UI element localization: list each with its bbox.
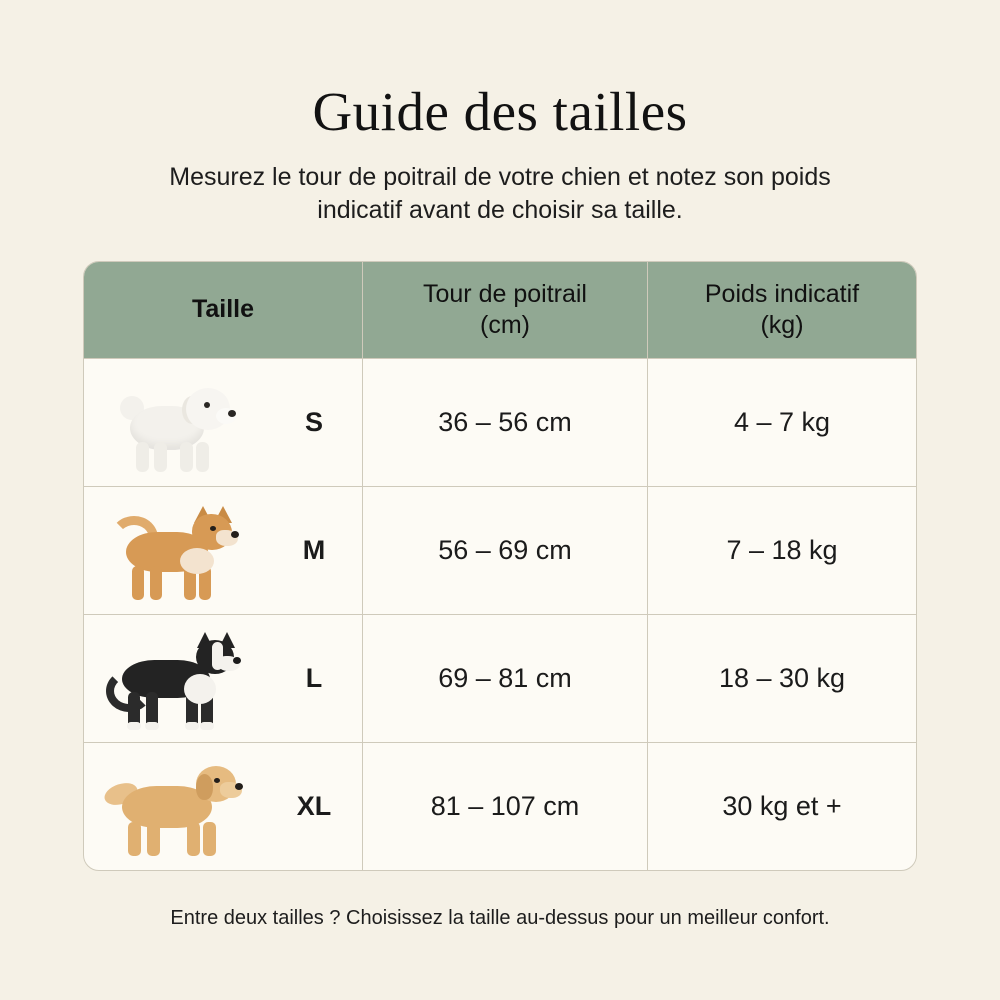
header-cell-chest: [362, 262, 648, 358]
row-weight: 30 kg et +: [722, 790, 842, 821]
row-chest: 69 – 81 cm: [362, 615, 648, 742]
row-size: M: [302, 534, 326, 565]
page-title: Guide des tailles: [312, 81, 688, 142]
table-header-row: [84, 262, 916, 358]
golden-retriever-icon: [100, 754, 250, 858]
row-chest: 56 – 69 cm: [362, 487, 648, 614]
header-cell-size: Taille: [191, 295, 255, 324]
table-row: [84, 486, 916, 614]
row-size: S: [304, 406, 323, 437]
row-image-cell: [84, 359, 266, 486]
size-table: [83, 261, 917, 871]
row-image-cell: [84, 743, 266, 870]
border-collie-icon: [100, 626, 250, 730]
table-row: [84, 742, 916, 870]
row-size: XL: [296, 790, 332, 821]
row-chest: 81 – 107 cm: [362, 743, 648, 870]
header-chest-line2: (cm): [480, 310, 530, 339]
row-size: L: [305, 662, 323, 693]
header-chest-line1: Tour de poitrail: [423, 280, 587, 308]
row-image-cell: [84, 487, 266, 614]
header-cell-weight: [648, 262, 916, 358]
footnote: Entre deux tailles ? Choisissez la taille au-dessus pour un meilleur confort.: [170, 906, 830, 929]
header-weight-line2: (kg): [760, 310, 804, 339]
row-weight: 7 – 18 kg: [726, 534, 838, 565]
small-white-dog-icon: [100, 370, 250, 474]
table-row: [84, 358, 916, 486]
table-row: [84, 614, 916, 742]
row-weight: 4 – 7 kg: [733, 406, 831, 437]
page-subtitle: Mesurez le tour de poitrail de votre chien et notez son poids indicatif avant de choisir sa taille.: [169, 162, 831, 224]
header-weight-line1: Poids indicatif: [704, 280, 860, 308]
row-chest: 36 – 56 cm: [362, 359, 648, 486]
row-weight: 18 – 30 kg: [718, 662, 846, 693]
row-image-cell: [84, 615, 266, 742]
shiba-dog-icon: [100, 498, 250, 602]
